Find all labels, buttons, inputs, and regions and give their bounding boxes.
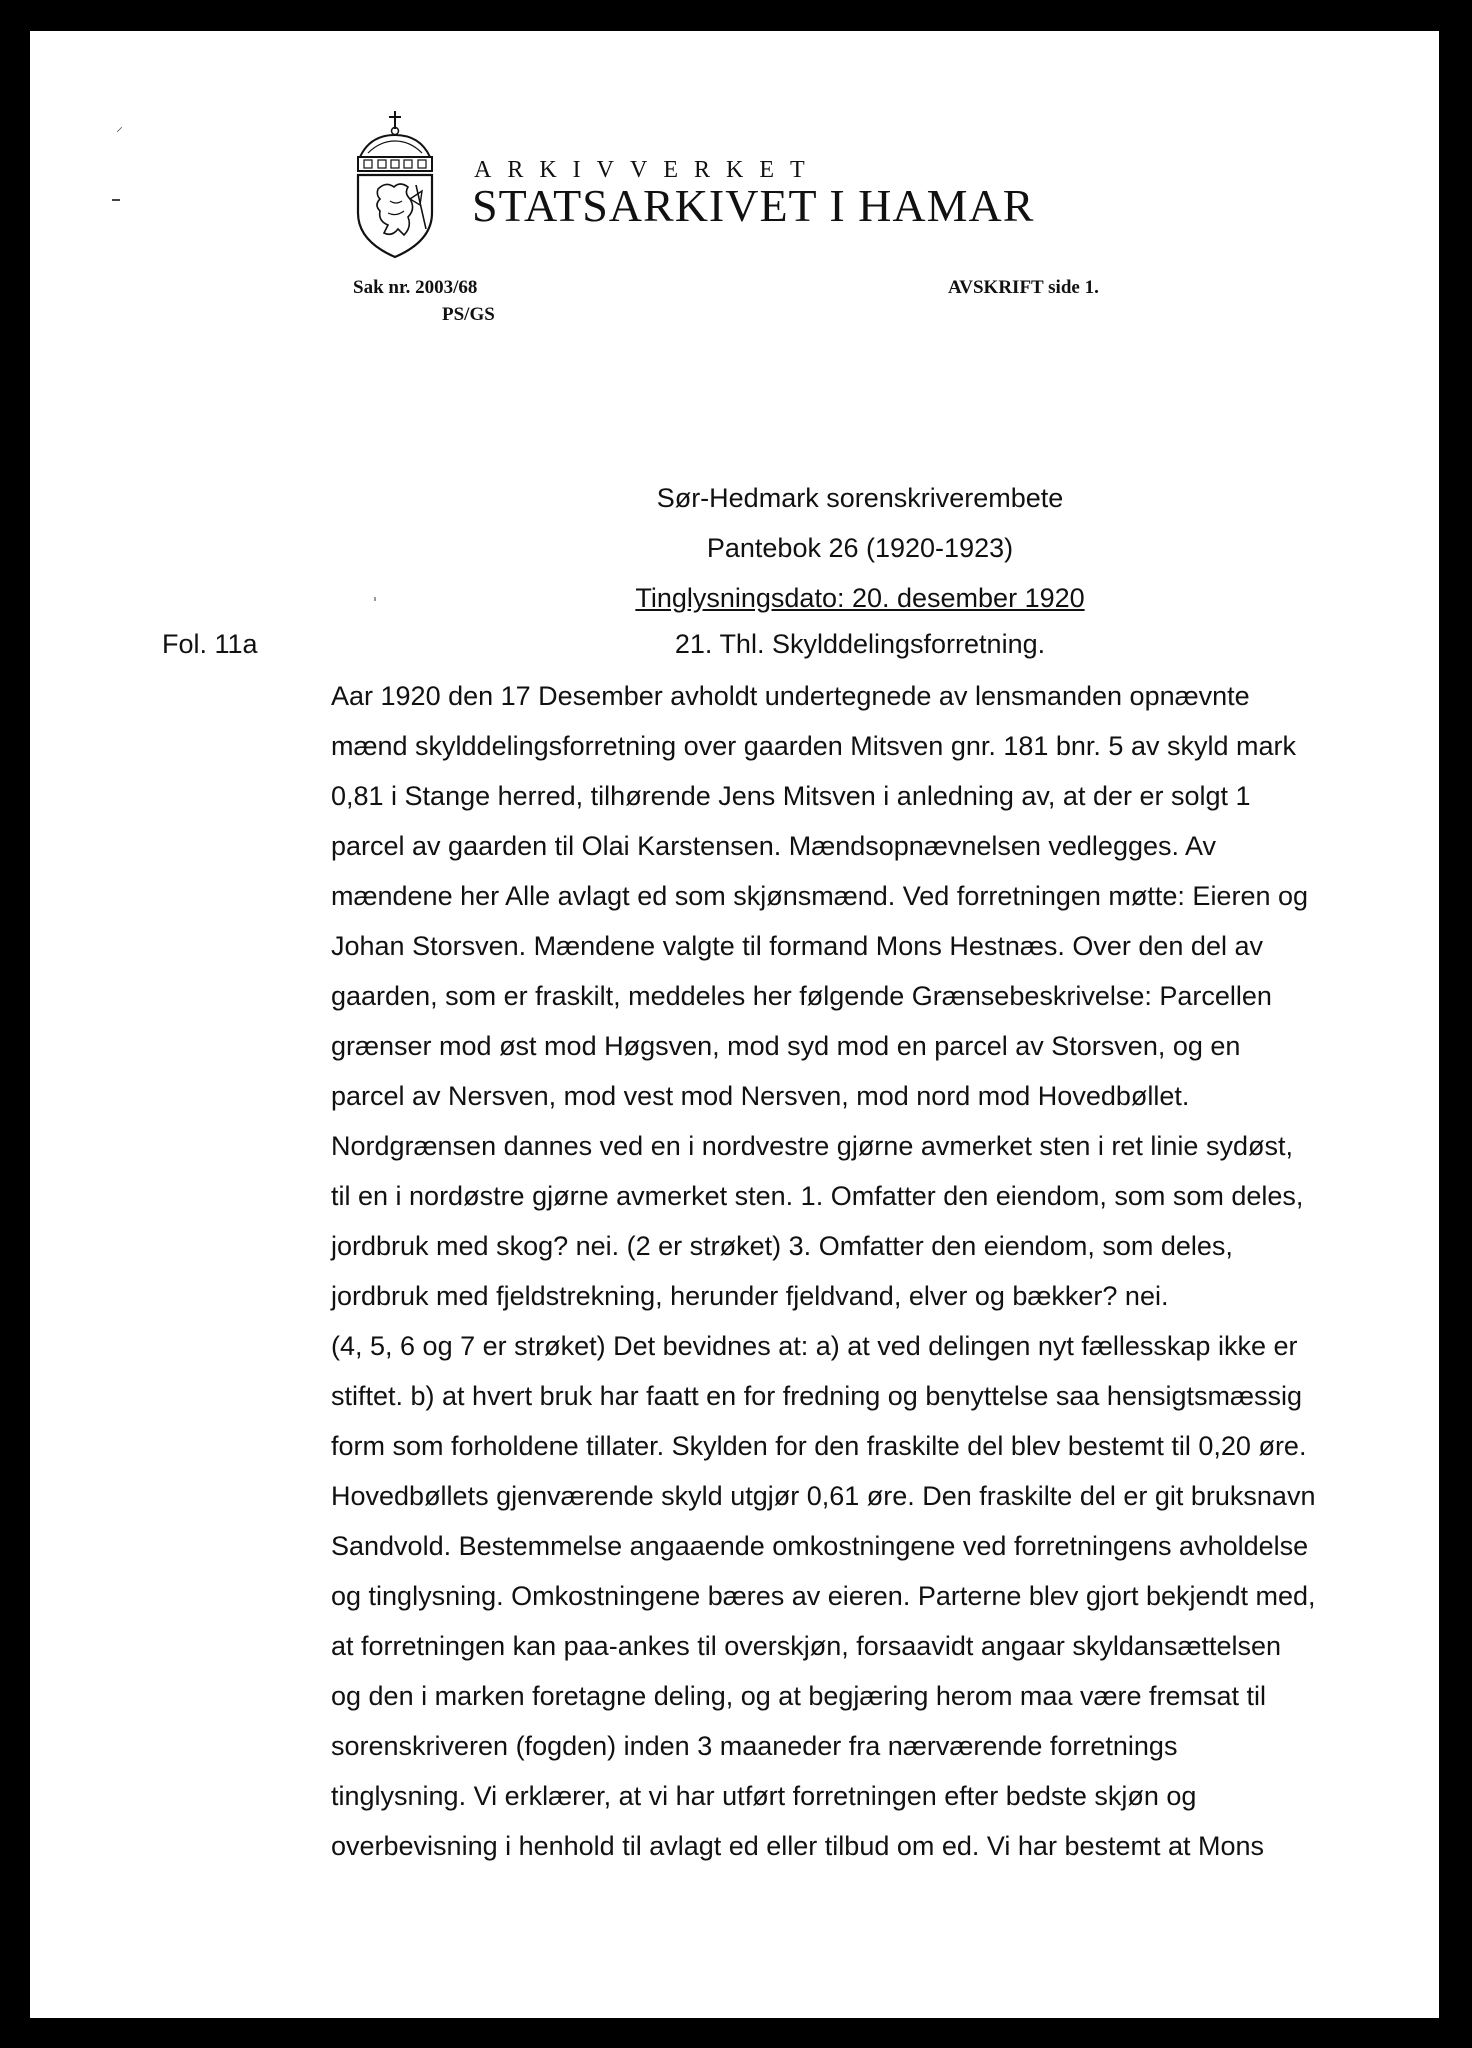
body-line: til en i nordøstre gjørne avmerket sten. 1. Omfatter den eiendom, som som deles,	[331, 1181, 1304, 1211]
body-line: at forretningen kan paa-ankes til overskjøn, forsaavidt angaar skyldansættelsen	[331, 1631, 1282, 1661]
body-line: mænd skylddelingsforretning over gaarden Mitsven gnr. 181 bnr. 5 av skyld mark	[331, 731, 1296, 761]
letterhead-pre-title: ARKIVVERKET	[474, 157, 821, 183]
body-line: mændene her Alle avlagt ed som skjønsmænd. Ved forretningen møtte: Eieren og	[331, 881, 1309, 911]
body-line: parcel av Nersven, mod vest mod Nersven, mod nord mod Hovedbøllet.	[331, 1081, 1190, 1111]
body-line: gaarden, som er fraskilt, meddeles her følgende Grænsebeskrivelse: Parcellen	[331, 981, 1272, 1011]
body-line: tinglysning. Vi erklærer, at vi har utført forretningen efter bedste skjøn og	[331, 1781, 1197, 1811]
speck-mark	[374, 597, 376, 601]
body-line: jordbruk med skog? nei. (2 er strøket) 3. Omfatter den eiendom, som deles,	[331, 1231, 1233, 1261]
body-line: Johan Storsven. Mændene valgte til formand Mons Hestnæs. Over den del av	[331, 931, 1263, 961]
body-line: Hovedbøllets gjenværende skyld utgjør 0,61 øre. Den fraskilte del er git bruksnavn	[331, 1481, 1316, 1511]
norwegian-coat-of-arms-icon	[350, 109, 440, 259]
body-line: overbevisning i henhold til avlagt ed eller tilbud om ed. Vi har bestemt at Mons	[331, 1831, 1265, 1861]
body-line: form som forholdene tillater. Skylden for den fraskilte del blev bestemt til 0,20 øre.	[331, 1431, 1307, 1461]
copy-label: AVSKRIFT side 1.	[948, 277, 1099, 298]
transcript-body	[331, 680, 1381, 1880]
body-line: og tinglysning. Omkostningene bæres av eieren. Parterne blev gjort bekjendt med,	[331, 1581, 1316, 1611]
body-line: Aar 1920 den 17 Desember avholdt undertegnede av lensmanden opnævnte	[331, 681, 1250, 711]
case-number: Sak nr. 2003/68	[353, 277, 478, 298]
body-line: Nordgrænsen dannes ved en i nordvestre gjørne avmerket sten i ret linie sydøst,	[331, 1131, 1293, 1161]
body-line: Sandvold. Bestemmelse angaaende omkostningene ved forretningens avholdelse	[331, 1531, 1309, 1561]
entry-heading: 21. Thl. Skylddelingsforretning.	[674, 629, 1046, 659]
document-page	[30, 31, 1439, 2018]
margin-dash	[112, 199, 120, 201]
office-heading: Sør-Hedmark sorenskriverembete	[656, 483, 1064, 513]
body-line: stiftet. b) at hvert bruk har faatt en for fredning og benyttelse saa hensigtsmæssig	[331, 1381, 1303, 1411]
body-line: grænser mod øst mod Høgsven, mod syd mod en parcel av Storsven, og en	[331, 1031, 1241, 1061]
body-line: jordbruk med fjeldstrekning, herunder fjeldvand, elver og bækker? nei.	[331, 1281, 1169, 1311]
book-heading: Pantebok 26 (1920-1923)	[706, 533, 1014, 563]
margin-tick: ⸝	[116, 118, 123, 134]
folio-label: Fol. 11a	[162, 629, 258, 659]
body-line: (4, 5, 6 og 7 er strøket) Det bevidnes at: a) at ved delingen nyt fællesskap ikke er	[331, 1331, 1298, 1361]
body-line: parcel av gaarden til Olai Karstensen. Mændsopnævnelsen vedlegges. Av	[331, 831, 1217, 861]
date-heading: Tinglysningsdato: 20. desember 1920	[635, 583, 1085, 613]
case-initials: PS/GS	[442, 304, 495, 325]
body-line: sorenskriveren (fogden) inden 3 maaneder fra nærværende forretnings	[331, 1731, 1178, 1761]
body-line: og den i marken foretagne deling, og at begjæring herom maa være fremsat til	[331, 1681, 1266, 1711]
letterhead-title: STATSARKIVET I HAMAR	[472, 180, 1035, 231]
body-line: 0,81 i Stange herred, tilhørende Jens Mitsven i anledning av, at der er solgt 1	[331, 781, 1251, 811]
